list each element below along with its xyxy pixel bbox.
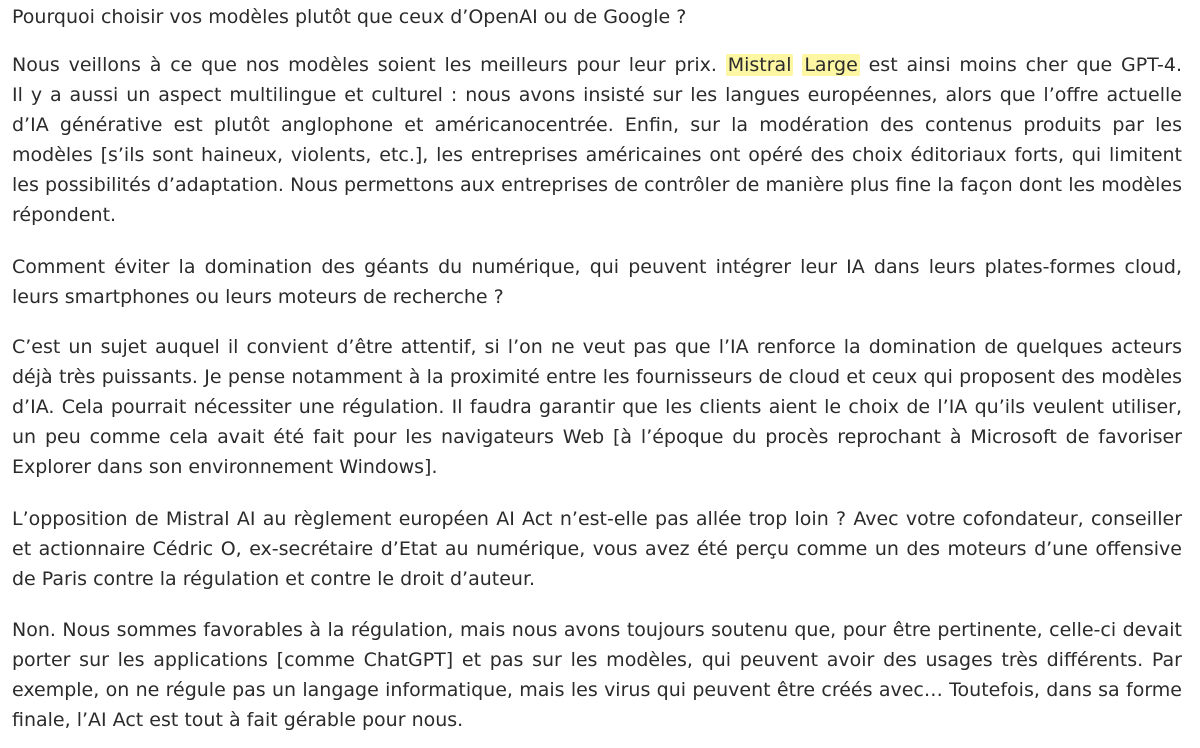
- question-1-text: Pourquoi choisir vos modèles plutôt que ceux d’OpenAI ou de Google ?: [12, 6, 687, 28]
- answer-2-text: C’est un sujet auquel il convient d’être attentif, si l’on ne veut pas que l’IA renforce la domination de quelques acteurs déjà très puissants. Je pense notamment à la proximité entre les fournisseurs de cloud et ceux qui proposent des modèles d’IA. Cela pourrait nécessiter une régulation. Il faudra garantir que les clients aient le choix de l’IA qu’ils veulent utiliser, un peu comme cela avait été fait pour les navigateurs Web [à l’époque du procès reprochant à Microsoft de favoriser Explorer dans son environnement Windows].: [12, 336, 1182, 478]
- interview-question-2: [12, 252, 1182, 312]
- answer-1-after-highlight: est ainsi moins cher que GPT-4.: [868, 54, 1183, 76]
- question-2-text: Comment éviter la domination des géants du numérique, qui peuvent intégrer leur IA dans leurs plates-formes cloud, leurs smartphones ou leurs moteurs de recherche ?: [12, 256, 1182, 308]
- answer-3-text: Non. Nous sommes favorables à la régulation, mais nous avons toujours soutenu que, pour être pertinente, celle-ci devait porter sur les applications [comme ChatGPT] et pas sur les modèles, qui peuvent avoir des usages très différents. Par exemple, on ne régule pas un langage informatique, mais les virus qui peuvent être créés avec… Toutefois, dans sa forme finale, l’AI Act est tout à fait gérable pour nous.: [12, 619, 1182, 731]
- interview-answer-1: [12, 50, 1182, 230]
- highlighted-word-large[interactable]: Large: [804, 54, 858, 76]
- interview-question-3: [12, 504, 1182, 594]
- question-3-text: L’opposition de Mistral AI au règlement européen AI Act n’est-elle pas allée trop loin ? Avec votre cofondateur, conseiller et actionnaire Cédric O, ex-secrétaire d’Etat au numérique, vous avez été perçu comme un des moteurs d’une offensive de Paris contre la régulation et contre le droit d’auteur.: [12, 508, 1182, 590]
- interview-answer-2: [12, 332, 1182, 482]
- interview-answer-3: [12, 615, 1182, 735]
- answer-1-rest: Il y a aussi un aspect multilingue et culturel : nous avons insisté sur les langues européennes, alors que l’offre actuelle d’IA générative est plutôt anglophone et américanocentrée. Enfin, sur la modération des contenus produits par les modèles [s’ils sont haineux, violents, etc.], les entreprises américaines ont opéré des choix éditoriaux forts, qui limitent les possibilités d’adaptation. Nous permettons aux entreprises de contrôler de manière plus fine la façon dont les modèles répondent.: [12, 84, 1182, 226]
- answer-1-before-highlight: Nous veillons à ce que nos modèles soient les meilleurs pour leur prix.: [12, 54, 717, 76]
- highlighted-word-mistral[interactable]: Mistral: [727, 54, 792, 76]
- interview-question-1: [12, 2, 1182, 32]
- answer-1-first-line: [12, 50, 1182, 80]
